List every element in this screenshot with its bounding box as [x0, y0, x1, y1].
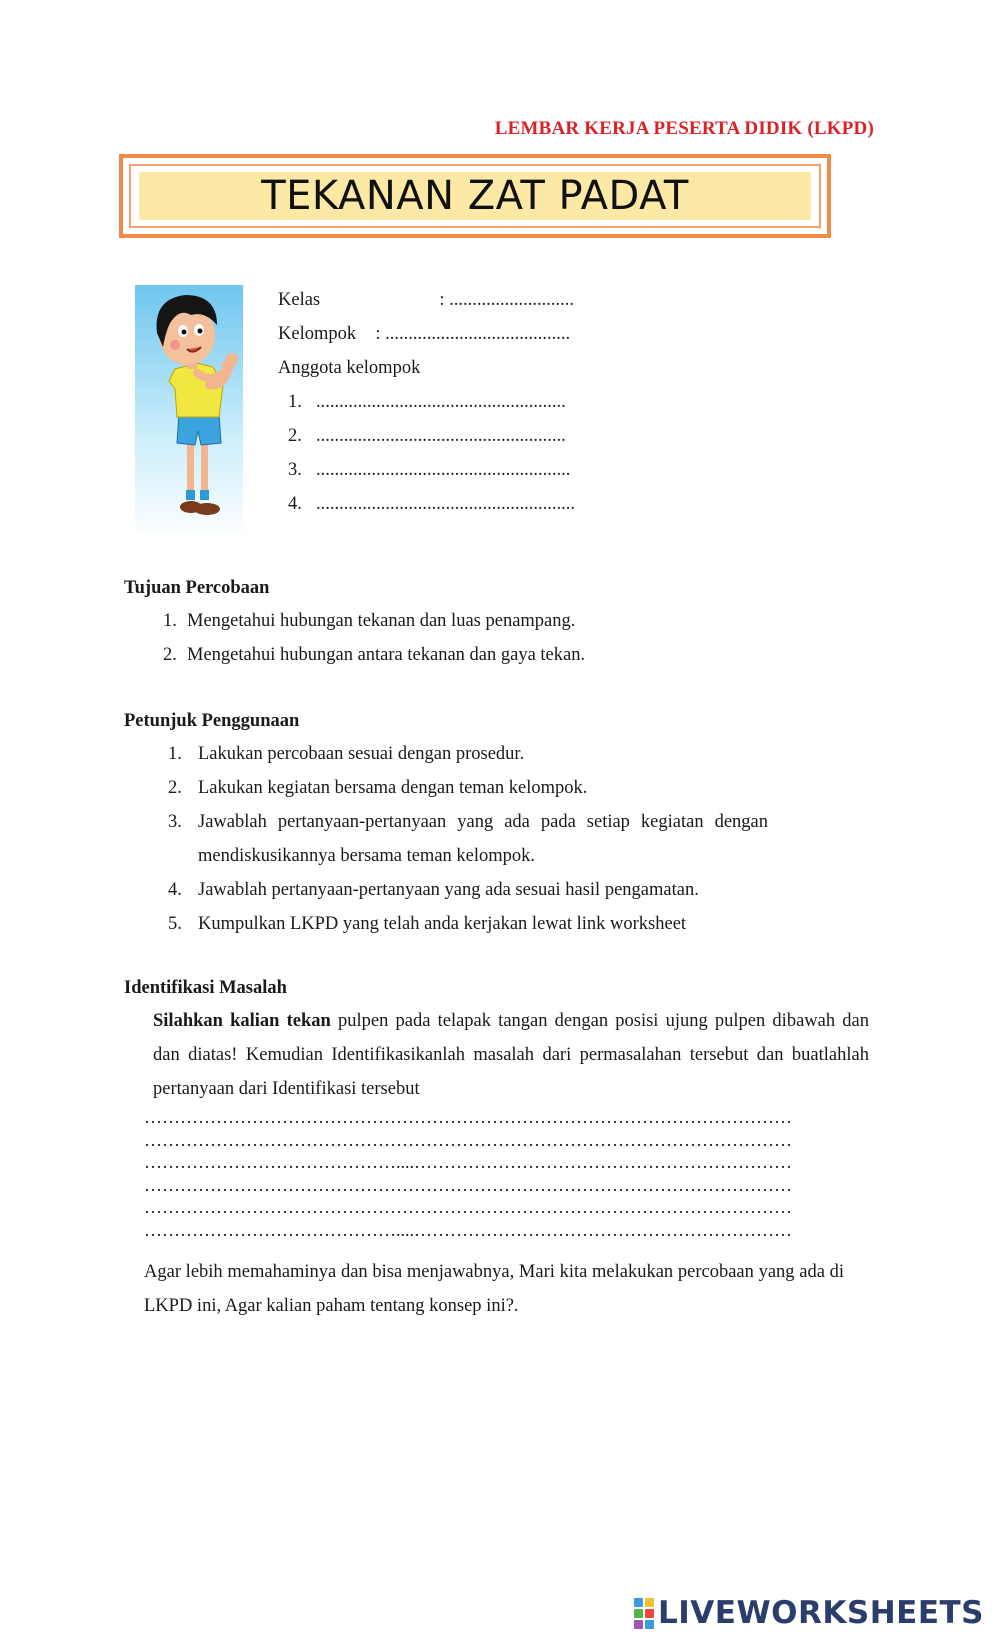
tujuan-heading: Tujuan Percobaan: [124, 578, 270, 598]
answer-area[interactable]: [144, 1106, 864, 1241]
member-field[interactable]: ........................................................: [316, 494, 575, 514]
list-item: [168, 737, 768, 771]
item-text: Kumpulkan LKPD yang telah anda kerjakan lewat link worksheet: [198, 914, 687, 934]
kelompok-label: Kelompok: [278, 324, 357, 344]
member-row: [278, 419, 575, 453]
item-text: Lakukan percobaan sesuai dengan prosedur.: [198, 744, 525, 764]
lkpd-header-label: LEMBAR KERJA PESERTA DIDIK (LKPD): [494, 118, 874, 139]
member-row: [278, 487, 575, 521]
item-text: Mengetahui hubungan antara tekanan dan gaya tekan.: [187, 645, 586, 665]
item-number: 2.: [163, 645, 177, 665]
answer-line[interactable]: ……………………………………....………………………………………………………: [144, 1152, 792, 1172]
member-number: 2.: [288, 426, 302, 446]
boy-illustration: [135, 285, 245, 540]
identity-form: [278, 283, 575, 521]
logo-text: LIVEWORKSHEETS: [658, 1595, 984, 1631]
item-text: Mengetahui hubungan tekanan dan luas penampang.: [187, 611, 576, 631]
answer-line[interactable]: ………………………………………………………………………………………………: [144, 1197, 792, 1217]
kelas-field[interactable]: : ...........................: [439, 290, 575, 310]
list-item: [168, 907, 768, 941]
petunjuk-heading: Petunjuk Penggunaan: [124, 711, 300, 731]
item-text: Jawablah pertanyaan-pertanyaan yang ada sesuai hasil pengamatan.: [198, 880, 699, 900]
item-number: 2.: [168, 778, 182, 798]
anggota-label: Anggota kelompok: [278, 358, 421, 378]
item-text: Jawablah pertanyaan-pertanyaan yang ada pada setiap kegiatan dengan mendiskusikannya bersama teman kelompok.: [198, 812, 768, 866]
member-number: 4.: [288, 494, 302, 514]
page-title: TEKANAN ZAT PADAT: [261, 173, 689, 219]
item-number: 1.: [168, 744, 182, 764]
identifikasi-text: pulpen pada telapak tangan dengan posisi ujung pulpen dibawah dan dan diatas! Kemudian Identifikasikanlah masalah dari permasalahan tersebut dan buatlahlah pertanyaan dari Identifikasi tersebut: [153, 1011, 869, 1099]
member-number: 3.: [288, 460, 302, 480]
item-number: 3.: [168, 812, 182, 832]
member-row: [278, 453, 575, 487]
list-item: [163, 638, 863, 672]
answer-line[interactable]: ………………………………………………………………………………………………: [144, 1174, 792, 1195]
list-item: [168, 771, 768, 805]
list-item: [168, 805, 768, 873]
item-number: 5.: [168, 914, 182, 934]
member-row: [278, 385, 575, 419]
list-item: [163, 604, 863, 638]
identifikasi-bold-lead: Silahkan kalian tekan: [153, 1011, 331, 1031]
item-text: Lakukan kegiatan bersama dengan teman kelompok.: [198, 778, 588, 798]
member-number: 1.: [288, 392, 302, 412]
member-field[interactable]: ......................................................: [316, 426, 566, 446]
kelompok-field[interactable]: : ........................................: [375, 324, 571, 344]
item-number: 1.: [163, 611, 177, 631]
identifikasi-heading: Identifikasi Masalah: [124, 978, 287, 998]
answer-line[interactable]: ……………………………………....………………………………………………………: [144, 1219, 792, 1240]
petunjuk-list: [168, 737, 768, 941]
list-item: [168, 873, 768, 907]
title-banner: [119, 154, 831, 238]
logo-blocks-icon: [634, 1598, 654, 1629]
member-field[interactable]: .......................................................: [316, 460, 571, 480]
closing-paragraph: Agar lebih memahaminya dan bisa menjawabnya, Mari kita melakukan percobaan yang ada di LKPD ini, Agar kalian paham tentang konsep ini?.: [144, 1262, 844, 1316]
identifikasi-paragraph: [153, 1004, 869, 1106]
answer-line[interactable]: ………………………………………………………………………………………………: [144, 1107, 792, 1127]
member-field[interactable]: ......................................................: [316, 392, 566, 412]
item-number: 4.: [168, 880, 182, 900]
kelas-label: Kelas: [278, 290, 321, 310]
liveworksheets-logo[interactable]: [634, 1595, 984, 1631]
tujuan-list: [163, 604, 863, 672]
answer-line[interactable]: ………………………………………………………………………………………………: [144, 1129, 792, 1150]
